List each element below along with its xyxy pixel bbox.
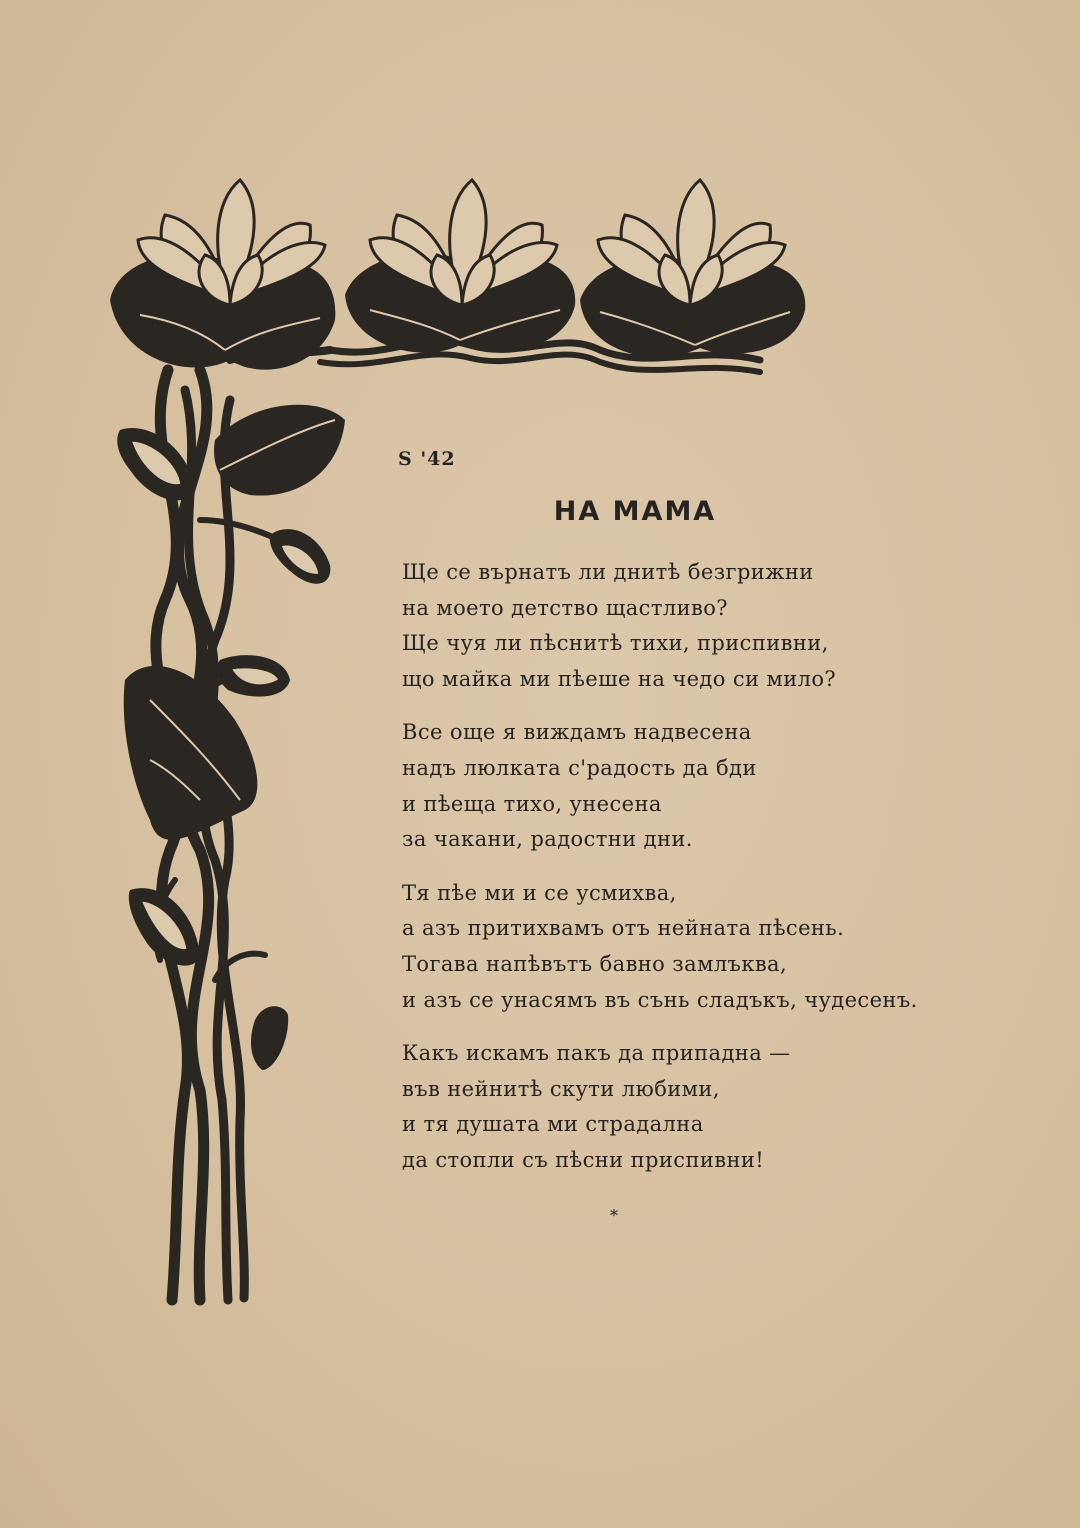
- poem-line: да стопли съ пѣсни приспивни!: [402, 1147, 765, 1172]
- poem-line: а азъ притихвамъ отъ нейната пѣсень.: [402, 916, 845, 941]
- poem-line: що майка ми пѣеше на чедо си мило?: [402, 666, 837, 691]
- stanza: [402, 876, 922, 1018]
- poem-line: Ще се върнатъ ли днитѣ безгрижни: [402, 560, 814, 584]
- poem-line: и пѣеща тихо, унесена: [402, 791, 662, 816]
- poem-line: Тя пѣе ми и се усмихва,: [402, 880, 677, 905]
- poem-line: във нейнитѣ скути любими,: [402, 1076, 720, 1101]
- poem-title: НА МАМА: [553, 496, 717, 527]
- poem-line: Какъ искамъ пакъ да припадна —: [402, 1041, 791, 1066]
- poem-body: [402, 555, 922, 1197]
- poem-line: Ще чуя ли пѣснитѣ тихи, приспивни,: [402, 631, 829, 656]
- poem-line: Все още я виждамъ надвесена: [402, 720, 752, 745]
- stanza: [402, 715, 922, 857]
- poem-line: надъ люлката с'радость да бди: [402, 755, 757, 780]
- poem-line: на моето детство щастливо?: [402, 595, 728, 620]
- end-mark: *: [610, 1206, 618, 1225]
- poem-line: и тя душата ми страдална: [402, 1112, 704, 1137]
- poem-line: Тогава напѣвътъ бавно замлъква,: [402, 951, 788, 976]
- stanza: [402, 1036, 922, 1178]
- poem-line: за чакани, радостни дни.: [402, 827, 693, 852]
- poem-line: и азъ се унасямъ въ сънь сладъкъ, чудесенъ.: [402, 987, 918, 1012]
- author-signature: S '42: [398, 448, 456, 470]
- stanza: [402, 555, 922, 697]
